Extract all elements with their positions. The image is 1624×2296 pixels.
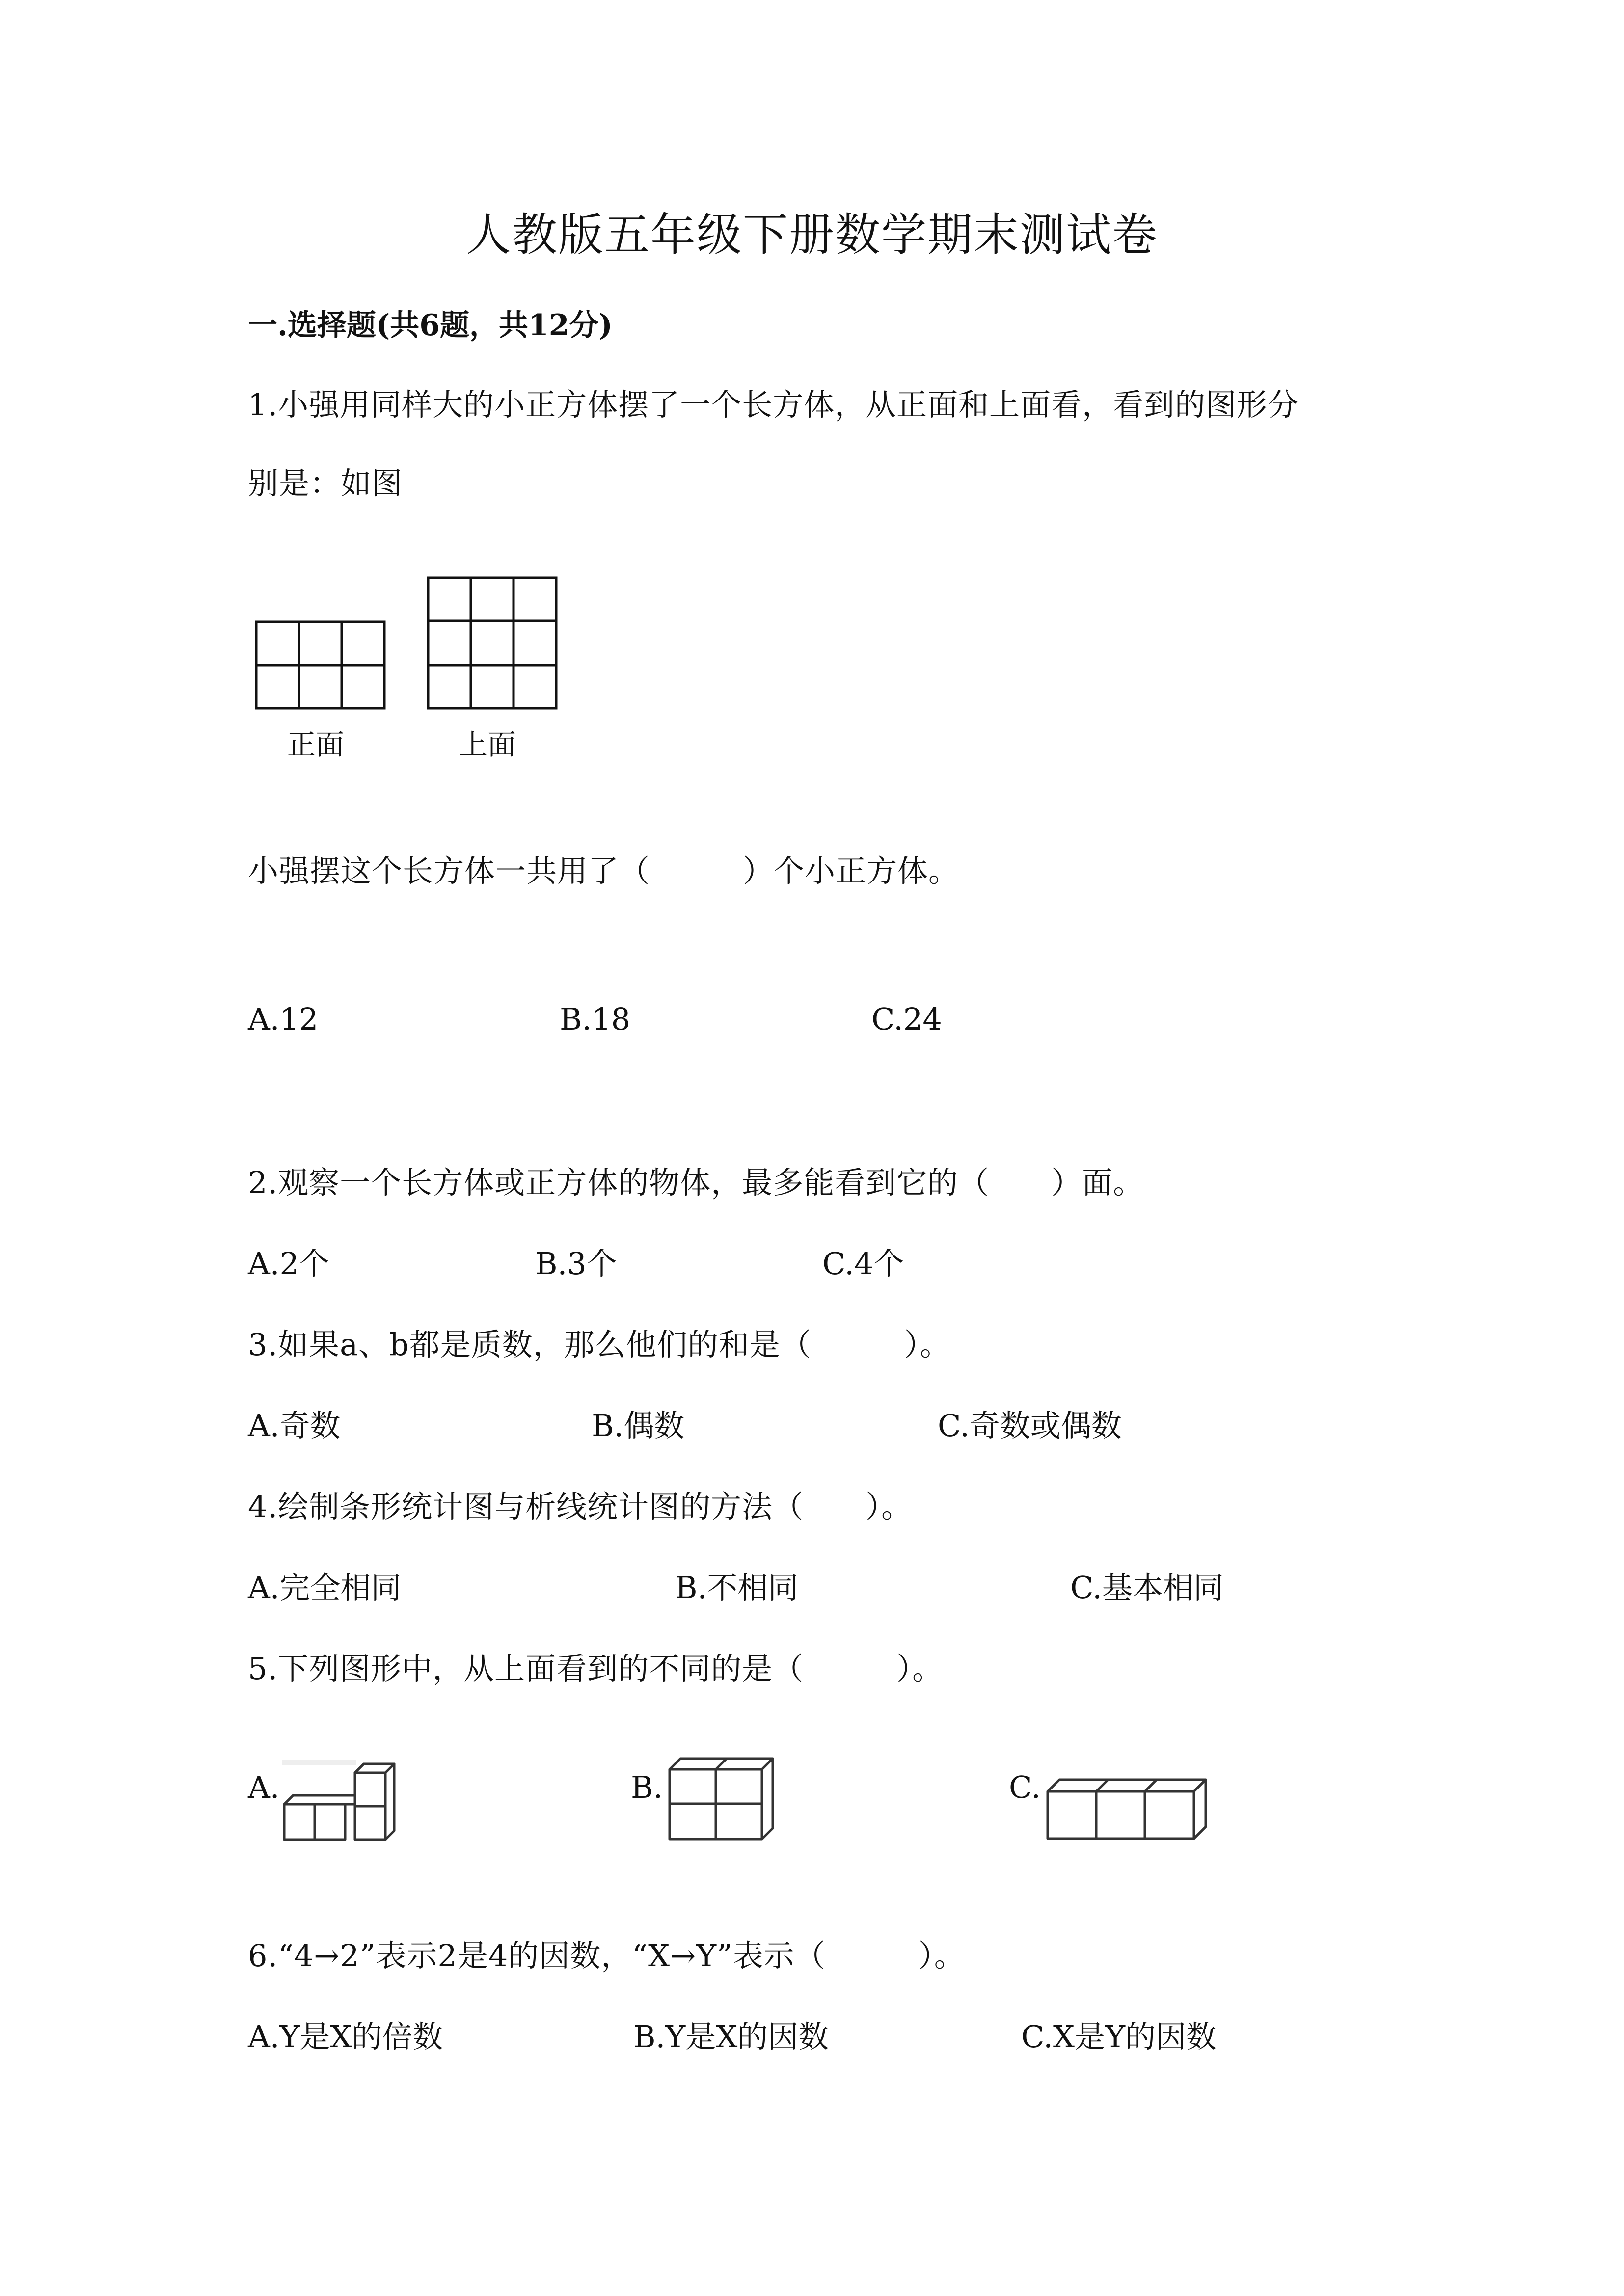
front-view-grid (255, 621, 385, 709)
front-view-label: 正面 (287, 728, 345, 761)
page-title: 人教版五年级下册数学期末测试卷 (465, 209, 1158, 261)
question-3-option-c[interactable]: C.奇数或偶数 (938, 1408, 1122, 1443)
question-6-option-b[interactable]: B.Y是X的因数 (633, 2019, 829, 2055)
question-5-text: 5.下列图形中，从上面看到的不同的是（ ）。 (248, 1651, 944, 1686)
section-heading: 一.选择题(共6题，共12分) (248, 308, 613, 343)
question-4-option-a[interactable]: A.完全相同 (248, 1570, 402, 1605)
top-view-grid (427, 577, 557, 709)
question-1-line-2: 别是：如图 (248, 465, 403, 501)
question-6-option-c[interactable]: C.X是Y的因数 (1021, 2019, 1217, 2055)
question-5-option-b[interactable]: B. (631, 1769, 663, 1805)
question-3-option-a[interactable]: A.奇数 (248, 1408, 341, 1443)
question-3-option-b[interactable]: B.偶数 (592, 1408, 685, 1443)
question-4-option-c[interactable]: C.基本相同 (1070, 1570, 1224, 1605)
question-4-text: 4.绘制条形统计图与析线统计图的方法（ ）。 (248, 1489, 913, 1524)
question-6-text: 6.“4→2”表示2是4的因数，“X→Y”表示（ ）。 (248, 1938, 965, 1974)
cube-figure-a (282, 1757, 400, 1843)
question-2-option-b[interactable]: B.3个 (535, 1246, 617, 1281)
question-6-option-a[interactable]: A.Y是X的倍数 (248, 2019, 443, 2055)
question-5-option-a[interactable]: A. (248, 1769, 280, 1805)
question-1-prompt: 小强摆这个长方体一共用了（ ）个小正方体。 (248, 853, 960, 889)
question-1-option-b[interactable]: B.18 (560, 1001, 631, 1037)
question-4-option-b[interactable]: B.不相同 (675, 1570, 799, 1605)
question-1-line-1: 1.小强用同样大的小正方体摆了一个长方体，从正面和上面看，看到的图形分 (248, 387, 1299, 423)
question-5-option-c[interactable]: C. (1009, 1769, 1041, 1805)
question-1-option-a[interactable]: A.12 (248, 1001, 319, 1037)
cube-figure-c (1046, 1777, 1208, 1843)
question-1-option-c[interactable]: C.24 (871, 1001, 942, 1037)
question-2-text: 2.观察一个长方体或正方体的物体，最多能看到它的（ ）面。 (248, 1165, 1144, 1201)
question-3-text: 3.如果a、b都是质数，那么他们的和是（ ）。 (248, 1327, 951, 1362)
cube-figure-b (668, 1755, 778, 1843)
question-2-option-c[interactable]: C.4个 (822, 1246, 904, 1281)
question-2-option-a[interactable]: A.2个 (248, 1246, 329, 1281)
top-view-label: 上面 (459, 728, 516, 761)
